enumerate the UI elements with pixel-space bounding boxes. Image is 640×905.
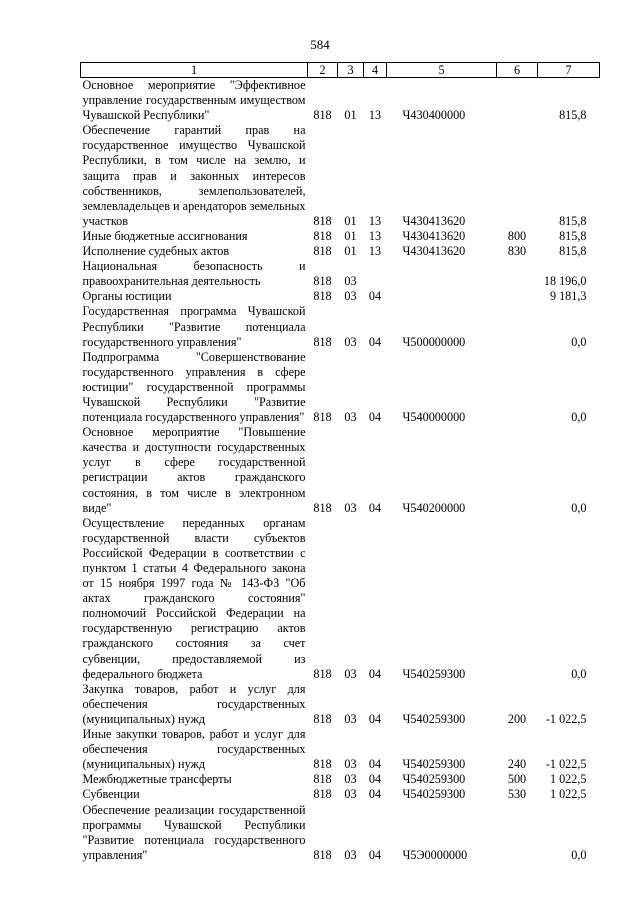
row-pr-code: 13 [368, 108, 382, 123]
row-csr-code: Ч430413620 [402, 213, 466, 228]
row-gr-code: 818 [313, 711, 332, 726]
row-amount: 1 022,5 [549, 772, 587, 787]
row-vr-code [497, 516, 538, 682]
row-name: Основное мероприятие "Эффективное управление государственным имуществом Чувашской Республики" [82, 78, 306, 123]
column-header-3: 3 [338, 63, 364, 78]
row-gr-code: 818 [313, 847, 332, 862]
row-amount: 9 181,3 [549, 289, 587, 304]
table-row [81, 123, 600, 229]
column-header-7: 7 [538, 63, 600, 78]
row-name: Национальная безопасность и правоохранительная деятельность [82, 259, 306, 289]
row-vr-code: 500 [507, 772, 527, 787]
row-pr-code: 04 [368, 787, 382, 802]
row-rz-code: 03 [344, 847, 357, 862]
row-name: Межбюджетные трансферты [82, 772, 232, 787]
row-rz-code: 03 [344, 289, 357, 304]
row-rz-code: 01 [344, 108, 357, 123]
row-vr-code: 240 [507, 757, 527, 772]
row-rz-code: 03 [344, 500, 357, 515]
row-pr-code: 04 [368, 500, 382, 515]
row-pr-code: 13 [368, 213, 382, 228]
row-csr-code: Ч430413620 [402, 228, 466, 243]
row-amount: 815,8 [559, 108, 587, 123]
table-row [81, 304, 600, 349]
row-pr-code: 04 [368, 289, 382, 304]
row-pr-code: 04 [368, 772, 382, 787]
row-amount: 815,8 [559, 228, 587, 243]
row-vr-code [497, 803, 538, 863]
table-row [81, 787, 600, 802]
row-gr-code: 818 [313, 289, 332, 304]
row-name: Иные закупки товаров, работ и услуг для обеспечения государственных (муниципальных) нужд [82, 727, 306, 772]
row-vr-code: 200 [507, 711, 527, 726]
row-pr-code: 04 [368, 410, 382, 425]
row-rz-code: 03 [344, 757, 357, 772]
row-amount: 815,8 [559, 244, 587, 259]
table-row [81, 229, 600, 244]
row-rz-code: 01 [344, 244, 357, 259]
row-name: Органы юстиции [82, 289, 172, 304]
table-row [81, 425, 600, 516]
row-csr-code: Ч430413620 [402, 244, 466, 259]
row-rz-code: 03 [344, 334, 357, 349]
row-csr-code: Ч500000000 [402, 334, 466, 349]
row-amount: -1 022,5 [545, 711, 587, 726]
table-row [81, 259, 600, 289]
row-gr-code: 818 [313, 666, 332, 681]
row-vr-code: 830 [507, 244, 527, 259]
row-csr-code: Ч540259300 [402, 711, 466, 726]
row-amount: 0,0 [571, 500, 587, 515]
row-csr-code: Ч540200000 [402, 500, 466, 515]
row-csr-code [387, 259, 497, 289]
column-header-1: 1 [81, 63, 308, 78]
row-gr-code: 818 [313, 757, 332, 772]
row-vr-code: 800 [507, 228, 527, 243]
row-gr-code: 818 [313, 410, 332, 425]
row-name: Осуществление переданных органам государственной власти субъектов Российской Федерации в соответствии с пунктом 1 статьи 4 Федерального закона от 15 ноября 1997 года № 143-ФЗ "Об актах гражданского состояния" полномочий Российской Федерации на государственную регистрацию актов гражданского состояния за счет субвенции, предоставляемой из федерального бюджета [82, 515, 306, 681]
column-header-6: 6 [497, 63, 538, 78]
row-amount: -1 022,5 [545, 757, 587, 772]
row-pr-code: 04 [368, 334, 382, 349]
row-gr-code: 818 [313, 500, 332, 515]
row-vr-code [497, 350, 538, 425]
row-amount: 815,8 [559, 213, 587, 228]
row-amount: 0,0 [571, 847, 587, 862]
row-name: Закупка товаров, работ и услуг для обеспечения государственных (муниципальных) нужд [82, 681, 306, 726]
row-rz-code: 03 [344, 772, 357, 787]
row-rz-code: 03 [344, 274, 357, 289]
row-vr-code [497, 259, 538, 289]
row-vr-code [497, 78, 538, 124]
row-csr-code: Ч540259300 [402, 787, 466, 802]
column-header-4: 4 [364, 63, 387, 78]
row-rz-code: 03 [344, 666, 357, 681]
row-name: Субвенции [82, 787, 140, 802]
table-row [81, 289, 600, 304]
row-rz-code: 01 [344, 213, 357, 228]
table-row [81, 244, 600, 259]
row-name: Иные бюджетные ассигнования [82, 228, 248, 243]
row-pr-code: 04 [368, 847, 382, 862]
row-gr-code: 818 [313, 787, 332, 802]
table-header [81, 63, 600, 78]
row-vr-code [497, 304, 538, 349]
table-row [81, 516, 600, 682]
table-row [81, 682, 600, 727]
row-name: Обеспечение реализации государственной программы Чувашской Республики "Развитие потенциала государственного управления" [82, 802, 306, 862]
row-vr-code [497, 123, 538, 229]
row-gr-code: 818 [313, 228, 332, 243]
row-vr-code [497, 289, 538, 304]
row-amount: 1 022,5 [549, 787, 587, 802]
row-amount: 0,0 [571, 410, 587, 425]
table-row [81, 78, 600, 124]
row-csr-code: Ч430400000 [402, 108, 466, 123]
row-rz-code: 03 [344, 711, 357, 726]
row-vr-code: 530 [507, 787, 527, 802]
row-name: Исполнение судебных актов [82, 244, 230, 259]
row-gr-code: 818 [313, 274, 332, 289]
row-pr-code: 13 [368, 244, 382, 259]
row-name: Обеспечение гарантий прав на государственное имущество Чувашской Республики, в том числе на землю, и защита прав и законных интересов собственников, землепользователей, землевладельцев и арендаторов земельных участков [82, 123, 306, 228]
column-header-2: 2 [308, 63, 338, 78]
table-row [81, 727, 600, 772]
row-name: Государственная программа Чувашской Республики "Развитие потенциала государственного управления" [82, 304, 306, 349]
row-amount: 0,0 [571, 666, 587, 681]
row-amount: 0,0 [571, 334, 587, 349]
row-pr-code: 04 [368, 757, 382, 772]
row-pr-code: 04 [368, 666, 382, 681]
row-gr-code: 818 [313, 108, 332, 123]
row-name: Подпрограмма "Совершенствование государственного управления в сфере юстиции" государственной программы Чувашской Республики "Развитие потенциала государственного управления" [82, 349, 306, 425]
row-gr-code: 818 [313, 772, 332, 787]
row-pr-code: 13 [368, 228, 382, 243]
page-number: 584 [310, 37, 330, 52]
row-gr-code: 818 [313, 334, 332, 349]
row-vr-code [497, 425, 538, 516]
row-name: Основное мероприятие "Повышение качества и доступности государственных услуг в сфере государственной регистрации актов гражданского состояния, в том числе в электронном виде" [82, 425, 306, 515]
table-body [81, 78, 600, 863]
column-header-5: 5 [387, 63, 497, 78]
table-row [81, 350, 600, 425]
table-row [81, 803, 600, 863]
row-csr-code: Ч540000000 [402, 410, 466, 425]
row-pr-code: 04 [368, 711, 382, 726]
row-gr-code: 818 [313, 213, 332, 228]
row-csr-code [387, 289, 497, 304]
row-pr-code [364, 259, 387, 289]
row-amount: 18 196,0 [543, 274, 587, 289]
row-rz-code: 01 [344, 228, 357, 243]
row-csr-code: Ч5Э0000000 [402, 847, 468, 862]
row-rz-code: 03 [344, 787, 357, 802]
row-gr-code: 818 [313, 244, 332, 259]
header-row [81, 63, 600, 78]
row-rz-code: 03 [344, 410, 357, 425]
row-csr-code: Ч540259300 [402, 757, 466, 772]
row-csr-code: Ч540259300 [402, 666, 466, 681]
row-csr-code: Ч540259300 [402, 772, 466, 787]
table-row [81, 772, 600, 787]
budget-table [80, 62, 600, 863]
